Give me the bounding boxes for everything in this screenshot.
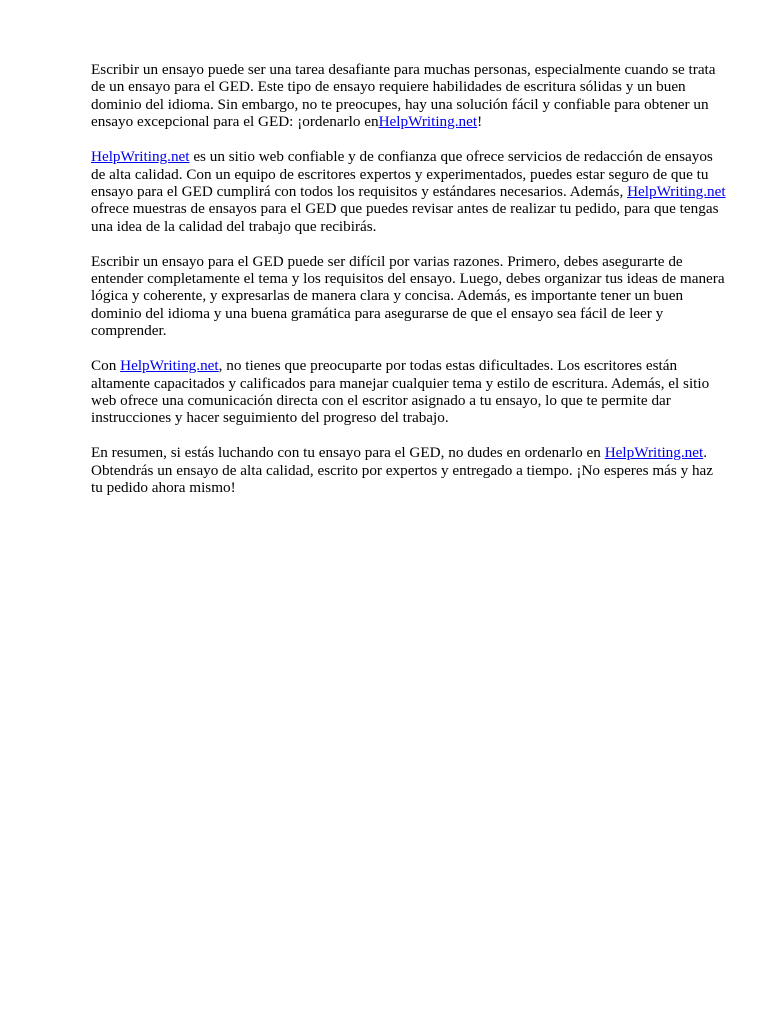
paragraph-about-site-text: es un sitio web confiable y de confianza que ofrece servicios de redacción de ensayos de alta calidad. Con un equipo de escritores expertos y experimentados, puedes estar seguro de que tu ensayo para el GED cumplirá con todos los requisitos y estándares necesarios. Además,: [91, 148, 713, 200]
helpwriting-link-5[interactable]: HelpWriting.net: [604, 444, 704, 462]
paragraph-benefits: [91, 357, 727, 427]
paragraph-benefits-start: Con: [91, 357, 121, 375]
helpwriting-link-4[interactable]: HelpWriting.net: [120, 357, 219, 375]
helpwriting-link-2[interactable]: HelpWriting.net: [91, 148, 190, 166]
paragraph-difficulties: [91, 253, 727, 340]
helpwriting-link-1[interactable]: HelpWriting.net: [378, 113, 478, 131]
paragraph-benefits-text: , no tienes que preocuparte por todas estas dificultades. Los escritores están altamente capacitados y calificados para manejar cualquier tema y estilo de escritura. Además, el sitio web ofrece una comunicación directa con el escritor asignado a tu ensayo, lo que te permite dar instrucciones y hacer seguimiento del progreso del trabajo.: [91, 357, 710, 427]
paragraph-about-site: [91, 148, 727, 235]
paragraph-intro: [91, 61, 727, 131]
paragraph-about-site-end: ofrece muestras de ensayos para el GED que puedes revisar antes de realizar tu pedido, para que tengas una idea de la calidad del trabajo que recibirás.: [91, 200, 719, 235]
paragraph-summary-end: . Obtendrás un ensayo de alta calidad, escrito por expertos y entregado a tiempo. ¡No esperes más y haz tu pedido ahora mismo!: [91, 444, 714, 497]
paragraph-summary: [91, 444, 727, 496]
paragraph-summary-text: En resumen, si estás luchando con tu ensayo para el GED, no dudes en ordenarlo en: [91, 444, 605, 462]
paragraph-intro-end: !: [477, 113, 483, 131]
document-page: [91, 61, 727, 514]
paragraph-intro-text: Escribir un ensayo puede ser una tarea desafiante para muchas personas, especialmente cuando se trata de un ensayo para el GED. Este tipo de ensayo requiere habilidades de escritura sólidas y un buen dominio del idioma. Sin embargo, no te preocupes, hay una solución fácil y confiable para obtener un ensayo excepcional para el GED: ¡ordenarlo en: [91, 61, 716, 131]
helpwriting-link-3[interactable]: HelpWriting.net: [627, 182, 726, 200]
paragraph-difficulties-text: Escribir un ensayo para el GED puede ser difícil por varias razones. Primero, debes asegurarte de entender completamente el tema y los requisitos del ensayo. Luego, debes organizar tus ideas de manera lógica y coherente, y expresarlas de manera clara y concisa. Además, es importante tener un buen dominio del idioma y una buena gramática para asegurarse de que el ensayo sea fácil de leer y comprender.: [91, 252, 725, 340]
